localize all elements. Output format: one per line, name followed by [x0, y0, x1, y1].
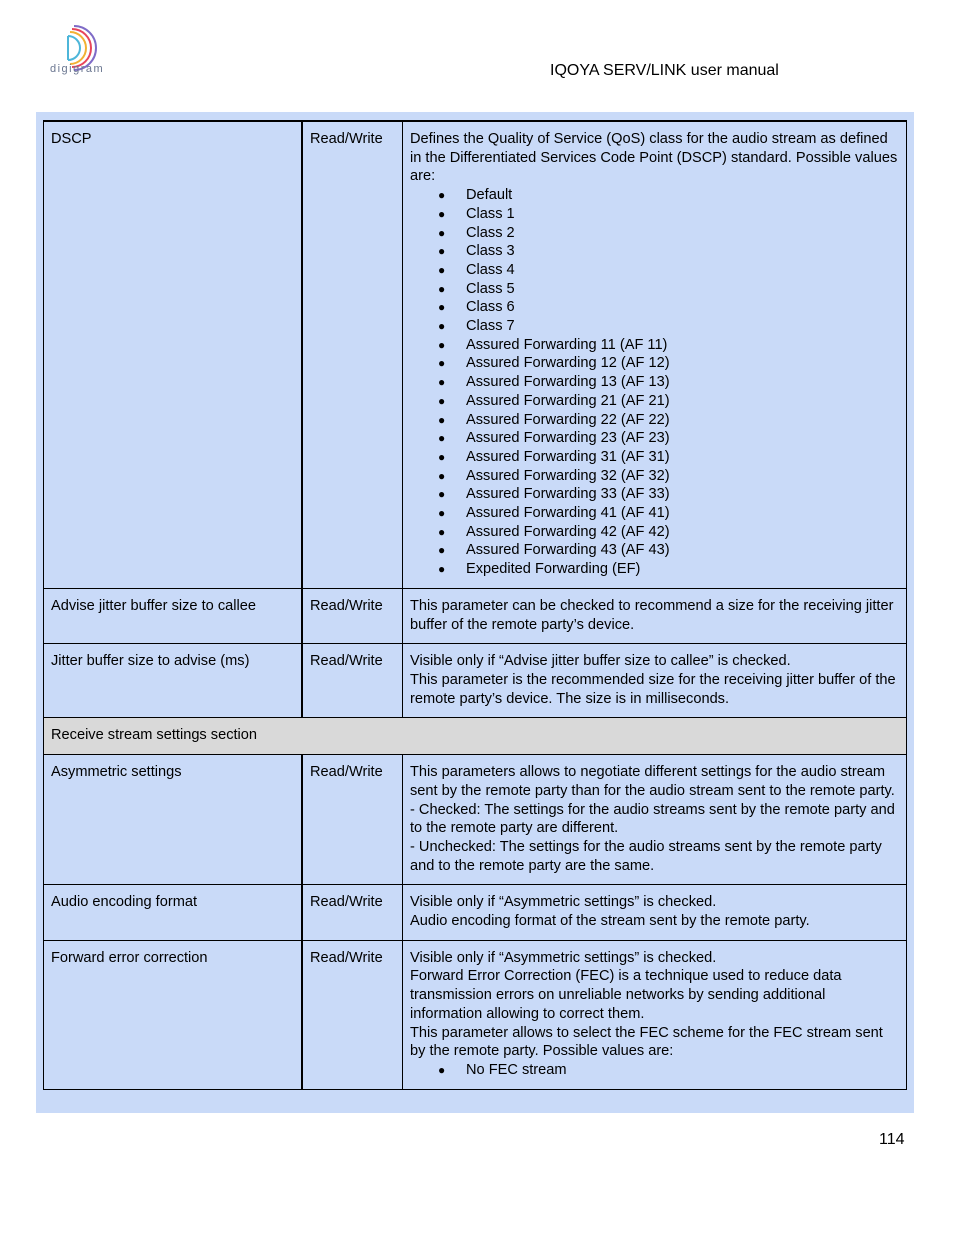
description-line: - Unchecked: The settings for the audio streams sent by the remote party and to the remote party are the same. [410, 838, 882, 874]
list-item: ● Assured Forwarding 42 (AF 42) [410, 523, 899, 542]
description-text: Defines the Quality of Service (QoS) class for the audio stream as defined in the Differentiated Services Code Point (DSCP) standard. Possible values are: [410, 131, 898, 185]
description-line: This parameter is the recommended size for the receiving jitter buffer of the remote party’s device. The size is in milliseconds. [410, 671, 896, 707]
list-item: ● Assured Forwarding 22 (AF 22) [410, 411, 899, 430]
param-description: This parameter can be checked to recommend a size for the receiving jitter buffer of the remote party’s device. [403, 588, 907, 643]
list-item: ● Assured Forwarding 23 (AF 23) [410, 429, 899, 448]
param-description [403, 121, 907, 588]
list-item: ● Class 4 [410, 261, 899, 280]
table-row [44, 644, 907, 718]
list-item: ● Assured Forwarding 12 (AF 12) [410, 354, 899, 373]
list-item: ● Default [410, 186, 899, 205]
param-name: Advise jitter buffer size to callee [44, 588, 303, 643]
param-description [403, 885, 907, 940]
param-access: Read/Write [302, 644, 403, 718]
document-title: IQOYA SERV/LINK user manual [550, 62, 779, 79]
values-list [410, 1061, 899, 1080]
param-name: Asymmetric settings [44, 755, 303, 885]
table-row [44, 121, 907, 588]
table-row [44, 755, 907, 885]
section-title: Receive stream settings section [44, 718, 907, 755]
list-item: ● Assured Forwarding 11 (AF 11) [410, 336, 899, 355]
list-item: ● Assured Forwarding 41 (AF 41) [410, 504, 899, 523]
list-item: ● Assured Forwarding 13 (AF 13) [410, 373, 899, 392]
param-description [403, 755, 907, 885]
description-line: Visible only if “Asymmetric settings” is checked. [410, 894, 717, 911]
list-item: ● Class 7 [410, 317, 899, 336]
parameters-table [43, 120, 907, 1090]
param-description [403, 940, 907, 1089]
list-item: ● Class 5 [410, 280, 899, 299]
description-line: - Checked: The settings for the audio streams sent by the remote party and to the remote party are different. [410, 801, 895, 837]
param-name: Forward error correction [44, 940, 303, 1089]
list-item: ● Class 2 [410, 224, 899, 243]
description-line: Audio encoding format of the stream sent by the remote party. [410, 913, 810, 930]
param-access: Read/Write [302, 885, 403, 940]
param-name: Jitter buffer size to advise (ms) [44, 644, 303, 718]
list-item: ● Class 3 [410, 242, 899, 261]
logo-text: digigram [50, 63, 105, 75]
list-item: ● Assured Forwarding 33 (AF 33) [410, 485, 899, 504]
param-access: Read/Write [302, 755, 403, 885]
table-row [44, 588, 907, 643]
description-line: This parameter allows to select the FEC scheme for the FEC stream sent by the remote party. Possible values are: [410, 1024, 883, 1060]
table-row [44, 940, 907, 1089]
list-item: ● Assured Forwarding 43 (AF 43) [410, 541, 899, 560]
param-access: Read/Write [302, 588, 403, 643]
list-item: ● Assured Forwarding 31 (AF 31) [410, 448, 899, 467]
description-line: Visible only if “Advise jitter buffer size to callee” is checked. [410, 653, 791, 670]
values-list [410, 186, 899, 579]
param-name: Audio encoding format [44, 885, 303, 940]
list-item: ● Class 1 [410, 205, 899, 224]
list-item: ● Class 6 [410, 298, 899, 317]
description-line: This parameters allows to negotiate different settings for the audio stream sent by the remote party than for the audio stream sent to the remote party. [410, 764, 895, 799]
param-access: Read/Write [302, 121, 403, 588]
list-item: ● Expedited Forwarding (EF) [410, 560, 899, 579]
description-line: Forward Error Correction (FEC) is a technique used to reduce data transmission errors on unreliable networks by sending additional information allowing to correct them. [410, 968, 842, 1022]
description-line: Visible only if “Asymmetric settings” is checked. [410, 949, 717, 966]
page-number: 114 [879, 1131, 905, 1148]
list-item: ● No FEC stream [410, 1061, 899, 1080]
param-access: Read/Write [302, 940, 403, 1089]
table-row [44, 885, 907, 940]
param-name: DSCP [44, 121, 303, 588]
list-item: ● Assured Forwarding 21 (AF 21) [410, 392, 899, 411]
param-description [403, 644, 907, 718]
section-row [44, 718, 907, 755]
list-item: ● Assured Forwarding 32 (AF 32) [410, 467, 899, 486]
